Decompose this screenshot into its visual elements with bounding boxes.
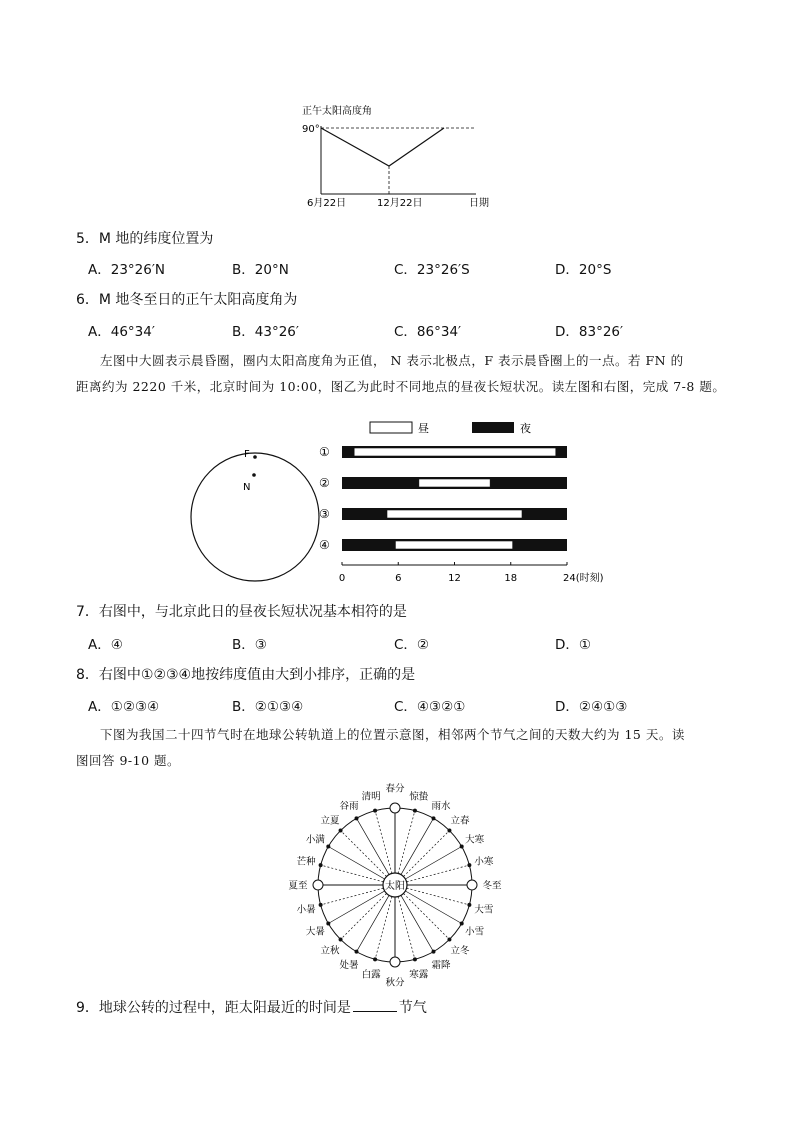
term-label-17: 小暑 [296,904,316,916]
row-day-bar-3 [387,510,522,518]
term-label-12: 秋分 [385,977,405,989]
q6-option-c[interactable]: C．86°34′ [394,324,462,340]
question-5-stem: 5．M 地的纬度位置为 [76,231,214,247]
term-label-23: 清明 [361,791,381,803]
passage-7-8 [76,348,726,400]
term-label-19: 芒种 [296,856,316,868]
q5-option-d[interactable]: D．20°S [555,262,612,278]
term-label-0: 春分 [385,783,405,795]
term-label-14: 处暑 [339,960,359,972]
term-label-4: 大寒 [465,834,485,846]
earth-position-18 [313,880,323,890]
label-n: N [243,482,251,493]
spoke-9 [403,893,449,939]
passage-7-8-line1: 左图中大圆表示晨昏圈，圈内太阳高度角为正值， N 表示北极点，F 表示晨昏圈上的一点。若 FN 的 [100,353,684,368]
label-f: F [244,449,250,460]
spoke-22 [357,818,390,874]
spoke-19 [321,865,384,882]
term-dot-23 [373,809,377,813]
term-dot-5 [467,863,471,867]
question-9-stem [76,997,427,1017]
q6-option-d[interactable]: D．83°26′ [555,324,624,340]
spoke-14 [357,895,390,951]
term-label-7: 大雪 [474,904,494,916]
solar-altitude-figure [296,100,496,212]
spoke-4 [405,847,461,880]
row-label-1: ① [319,445,330,459]
term-label-22: 谷雨 [339,800,359,812]
spoke-2 [401,818,434,874]
passage-9-10 [76,722,726,774]
term-label-13: 白露 [361,969,381,981]
tick-label-4: 24(时刻) [563,573,604,584]
term-dot-2 [432,816,436,820]
term-dot-3 [447,829,451,833]
spoke-8 [405,891,461,924]
q8-option-a[interactable]: A．①②③④ [88,699,160,715]
passage-9-10-line1: 下图为我国二十四节气时在地球公转轨道上的位置示意图，相邻两个节气之间的天数大约为 15 天。读 [100,727,685,742]
q8-option-b[interactable]: B．②①③④ [232,699,304,715]
q6-option-b[interactable]: B．43°26′ [232,324,299,340]
term-dot-11 [413,957,417,961]
fig1-x2: 12月22日 [377,198,423,209]
row-label-2: ② [319,476,330,490]
q5-option-a[interactable]: A．23°26′N [88,262,166,278]
q5-option-b[interactable]: B．20°N [232,262,289,278]
term-label-20: 小满 [305,834,325,846]
q5-option-c[interactable]: C．23°26′S [394,262,470,278]
earth-position-0 [390,803,400,813]
spoke-15 [341,893,387,939]
fig1-ylabel: 正午太阳高度角 [302,106,372,117]
q7-option-b[interactable]: B．③ [232,637,267,653]
q7-option-a[interactable]: A．④ [88,637,123,653]
q6-option-a[interactable]: A．46°34′ [88,324,155,340]
tick-label-2: 12 [448,573,461,584]
term-dot-20 [326,845,330,849]
tick-label-1: 6 [395,573,402,584]
term-dot-17 [319,903,323,907]
term-dot-7 [467,903,471,907]
legend-night-swatch [472,422,514,433]
spoke-3 [403,831,449,877]
fig1-altitude-line [321,128,444,166]
spoke-1 [398,811,415,874]
term-label-3: 立春 [450,815,470,827]
term-label-2: 雨水 [431,800,451,812]
term-label-11: 寒露 [409,969,429,981]
spoke-13 [375,897,392,960]
terminator-circle [191,453,319,581]
term-dot-4 [460,845,464,849]
term-label-1: 惊蛰 [409,791,429,803]
question-7-stem: 7．右图中，与北京此日的昼夜长短状况基本相符的是 [76,604,407,620]
q8-option-d[interactable]: D．②④①③ [555,699,628,715]
term-dot-1 [413,809,417,813]
term-dot-14 [355,950,359,954]
term-dot-9 [447,937,451,941]
spoke-23 [375,811,392,874]
legend-day: 昼 [418,422,429,435]
spoke-20 [328,847,384,880]
question-9-stem-b: 节气 [398,1000,427,1016]
spoke-5 [407,865,470,882]
passage-7-8-line2: 距离约为 2220 千米，北京时间为 10:00，图乙为此时不同地点的昼夜长短状况。读左图和右图，完成 7-8 题。 [76,379,726,394]
term-label-8: 小雪 [465,926,485,938]
row-label-3: ③ [319,507,330,521]
row-day-bar-2 [419,479,490,487]
fig1-xlabel: 日期 [469,198,489,209]
term-dot-8 [460,922,464,926]
spoke-21 [341,831,387,877]
fig1-y90: 90° [302,124,320,135]
row-label-4: ④ [319,538,330,552]
day-night-figure [180,412,620,592]
q8-option-c[interactable]: C．④③②① [394,699,466,715]
row-day-bar-4 [395,541,512,549]
legend-night: 夜 [520,422,531,435]
legend-day-swatch [370,422,412,433]
fig1-x1: 6月22日 [307,198,347,209]
sun-label: 太阳 [385,881,405,892]
earth-position-6 [467,880,477,890]
tick-label-0: 0 [338,573,346,584]
term-dot-19 [319,863,323,867]
question-8-stem: 8．右图中①②③④地按纬度值由大到小排序，正确的是 [76,667,416,683]
row-day-bar-1 [354,448,556,456]
spoke-10 [401,895,434,951]
term-dot-13 [373,957,377,961]
q9-answer-blank[interactable] [353,1011,397,1012]
spoke-17 [321,888,384,905]
term-label-16: 大暑 [305,926,325,938]
term-label-5: 小寒 [474,856,494,868]
passage-9-10-line2: 图回答 9-10 题。 [76,753,181,768]
spoke-11 [398,897,415,960]
q7-option-c[interactable]: C．② [394,637,430,653]
term-label-9: 立冬 [450,945,470,957]
question-6-stem: 6．M 地冬至日的正午太阳高度角为 [76,292,298,308]
term-dot-16 [326,922,330,926]
term-label-15: 立秋 [320,945,340,957]
q7-option-d[interactable]: D．① [555,637,591,653]
point-f [253,455,257,459]
point-n [252,473,256,477]
term-dot-10 [432,950,436,954]
term-label-10: 霜降 [431,960,451,972]
term-label-18: 夏至 [288,880,308,892]
spoke-16 [328,891,384,924]
term-dot-15 [339,937,343,941]
question-9-stem-a: 9．地球公转的过程中，距太阳最近的时间是 [76,1000,351,1016]
tick-label-3: 18 [504,573,518,584]
term-dot-22 [355,816,359,820]
spoke-7 [407,888,470,905]
term-label-21: 立夏 [320,815,340,827]
term-label-6: 冬至 [482,880,502,892]
term-dot-21 [339,829,343,833]
earth-position-12 [390,957,400,967]
solar-terms-figure [277,783,517,989]
